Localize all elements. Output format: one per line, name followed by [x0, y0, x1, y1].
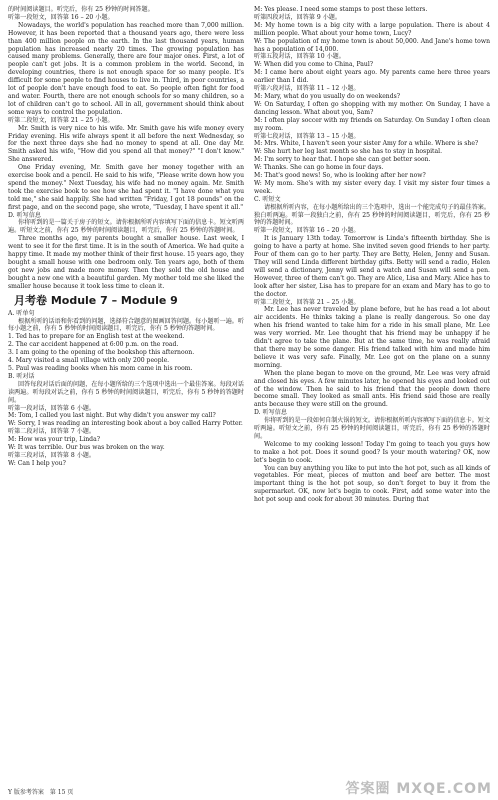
text-line: W: Can I help you? — [8, 459, 66, 467]
text-line: 听第二段短文，回答第 21 – 25 小题。 — [254, 298, 360, 306]
text-line: M: My home town is a big city with a large population. There is about 4 million people. What about your home town, Lucy? — [254, 21, 490, 37]
text-line: M: That's good news! So, who is looking after her now? — [254, 172, 426, 180]
text-line: W: Thanks. She can go home in four days. — [254, 164, 384, 172]
text-line: 听第五段对话，回答第 10 小题。 — [254, 53, 345, 61]
text-line: A. 听单句 — [8, 309, 35, 317]
paragraph: You can buy anything you like to put into the hot pot, such as all kinds of vegetables. For meat, pieces of mutton and beef are better. The most important thing is the hot pot soup, so don't forget to buy it from the supermarket. OK, now let's begin to cook. First, add some water into the hot pot soup and cook for about 30 minutes. During that — [254, 464, 490, 504]
text-line: M: I often play soccer with my friends on Saturday. On Sunday I often clean my room. — [254, 116, 490, 132]
paragraph: 请根据所听内容，在每小题所给出的三个选项中，选出一个能完成句子的最佳答案。独白听两遍。听第一段独白之前，你有 25 秒钟的时间阅读题目，听完后，你有 25 秒钟的答题时间。 — [254, 203, 490, 227]
text-line: W: When did you come to China, Paul? — [254, 61, 374, 69]
text-line: 听第四段对话，回答第 9 小题。 — [254, 13, 341, 21]
text-line: 听第一段短文，回答第 16 – 20 小题。 — [254, 227, 360, 235]
text-line: 听第二段对话，回答第 7 小题。 — [8, 428, 95, 436]
page-footer: Y 版参考答案 第 15 页 — [8, 789, 74, 796]
right-column — [254, 6, 490, 504]
text-line: M: Yes please. I need some stamps to post these letters. — [254, 6, 428, 13]
paragraph: 回答每段对话后面的问题，在每小题所给的三个选项中选出一个最佳答案。每段对话读两遍。听每段对话之前，你有 5 秒钟的时间阅读题目，听完后，你有 5 秒钟的答题时间。 — [8, 380, 244, 404]
text-line: C. 听短文 — [254, 195, 281, 203]
paragraph: Three months ago, my parents bought a smaller house. Last week, I went to see it for the first time. It is in the south of America. We had quite a happy time. It made my mother think of their first house. 15 years ago, they bought a small house with one bedroom only. Ten years ago, both of them got new jobs and made more money. Then they sold the old house and bought a new one with a beautiful garden. My mother told me she liked the smaller house because it took less time to clean it. — [8, 235, 244, 290]
text-line: M: I came here about eight years ago. My parents came here three years earlier than I did. — [254, 69, 490, 85]
text-line: 听第一段对话，回答第 6 小题。 — [8, 404, 95, 412]
text-line: 听第三段对话，回答第 8 小题。 — [8, 451, 95, 459]
text-line: 听第七段对话，回答第 13 – 15 小题。 — [254, 132, 360, 140]
text-line: 5. Paul was reading books when his mom came in his room. — [8, 364, 193, 372]
paragraph: 你将听到的是一篇关于房子的短文。请你根据所听内容填写下面的信息卡。短文听两遍。听短文之前，你有 25 秒钟的时间阅读题目，听完后，你有 25 秒钟的答题时间。 — [8, 219, 244, 235]
text-line: B. 听对话 — [8, 372, 35, 380]
text-line: M: Mrs. White, I haven't seen your sister Amy for a while. Where is she? — [254, 140, 479, 148]
text-line: 的时间阅读题目。听完后，你有 25 秒钟的时间答题。 — [8, 6, 154, 13]
text-line: W: Sorry, I was reading an interesting book about a boy called Harry Potter. — [8, 420, 243, 428]
text-line: 4. Mary visited a small village with only 200 people. — [8, 357, 170, 365]
text-line: M: How was your trip, Linda? — [8, 436, 100, 444]
text-line: D. 听写信息 — [8, 211, 41, 219]
paragraph: Welcome to my cooking lesson! Today I'm going to teach you guys how to make a hot pot. Does it sound good? Is your mouth watering? OK, now let's begin to cook. — [254, 440, 490, 464]
text-line: W: My mom. She's with my sister every day. I visit my sister four times a week. — [254, 179, 490, 195]
text-line: W: The population of my home town is about 50,000. And Jane's home town has a population of 14,000. — [254, 37, 490, 53]
paragraph: Nowadays, the world's population has reached more than 7,000 million. However, it has been reported that a thousand years ago, there were less than 400 million people on the earth. In the last thousand years, human population has increased nearly 20 times. The growing population has caused many problems. Generally, there are four major ones. First, a lot of people can't get jobs. It is a common problem in the world. Second, in developing countries, there is not enough space for so many people. It's difficult for some people to find houses to live in. Third, in poor countries, a lot of people don't have enough food to eat. So people often fight for food and water. Fourth, there are not enough schools for so many children, so a lot of children can't go to school. All in all, government should think about some ways to control the population. — [8, 21, 244, 116]
left-column — [8, 6, 244, 504]
watermark-logo: 答案圈 MXQE.COM — [345, 781, 492, 797]
text-line: M: Tom, I called you last night. But why didn't you answer my call? — [8, 412, 216, 420]
text-line: D. 听写信息 — [254, 409, 287, 417]
text-line: 2. The car accident happened at 6:00 p.m. on the road. — [8, 341, 179, 349]
text-line: W: It was terrible. Our bus was broken on the way. — [8, 444, 165, 452]
text-line: M: I'm sorry to hear that. I hope she can get better soon. — [254, 156, 431, 164]
text-line: 3. I am going to the opening of the bookshop this afternoon. — [8, 349, 195, 357]
text-line: W: She hurt her leg last month so she has to stay in hospital. — [254, 148, 443, 156]
section-heading: 月考卷 Module 7 – Module 9 — [14, 293, 178, 307]
paragraph: One Friday evening, Mr. Smith gave her money together with an exercise book and a pencil. He said to his wife, "Please write down how you spend the money." Next Tuesday, his wife had no money again. Mr. Smith took the exercise book to see how she had spent it. "I have done what you told me," she said happily. She had written "Friday, I got 18 pounds" on the first page, and on the second page, she wrote, "Tuesday, I have spent it all." — [8, 164, 244, 211]
paragraph: When the plane began to move on the ground, Mr. Lee was very afraid and closed his eyes. A few minutes later, he opened his eyes and looked out of the window. Then he said to his friend that the people down there become small. They looked as small ants. His friend said those are really ants because they were still on the ground. — [254, 369, 490, 409]
paragraph: 你将听到的是一段如何自制火锅的短文。请你根据所听内容填写下面的信息卡。短文听两遍。听短文之前，你有 25 秒钟的时间阅读题目，听完后，你有 25 秒钟的答题时间。 — [254, 417, 490, 440]
paragraph: Mr. Lee has never traveled by plane before, but he has read a lot about air accidents. He thinks taking a plane is really dangerous. So one day when his friend wanted to take him for a ride in his small plane, Mr. Lee was very worried. Mr. Lee thought that his friend may be unhappy if he didn't agree to take the plane. But at the same time, he was really afraid that there may be some danger. His friend talked with him and made him believe it was very safe. Finally, Mr. Lee got on the plane on a sunny morning. — [254, 306, 490, 369]
text-line: 听第一段短文，回答第 16 – 20 小题。 — [8, 13, 114, 21]
text-line: 听第二段短文，回答第 21 – 25 小题。 — [8, 116, 114, 124]
paragraph: 根据所听的话语和你看到的问题，选择符合题意的图画回答问题。每小题听一遍。听每小题之前，你有 5 秒钟的时间阅读题目，听完后，你有 5 秒钟的答题时间。 — [8, 317, 244, 333]
text-line: M: Mary, what do you usually do on weekends? — [254, 92, 401, 100]
paragraph: It is January 13th today. Tomorrow is Linda's fifteenth birthday. She is going to have a party at home. She invited seven good friends to her party. Four of them can go to her party. They are Betty, Helen, Jenny and Susan. They will send Linda different birthday gifts. Betty will send a radio, Helen will send a dictionary, Jenny will send a watch and Susan will send a pen. However, three of them can't go. They are Alice, Lisa and Mary. Alice has to look after her sister, Lisa has to prepare for an exam and Mary has to go to the doctor. — [254, 235, 490, 298]
text-line: 听第六段对话，回答第 11 – 12 小题。 — [254, 85, 360, 93]
text-line: W: On Saturday, I often go shopping with my mother. On Sunday, I have a dancing lesson. What about you, Sam? — [254, 100, 490, 116]
paragraph: Mr. Smith is very nice to his wife. Mr. Smith gave his wife money every Friday evening. His wife always spent it all before the next Wednesday, so for the next three days she had no money to spend at all. One day Mr. Smith asked his wife, "How did you spend all that money?" "I don't know." She answered. — [8, 124, 244, 164]
text-line: 1. Ted has to prepare for an English test at the weekend. — [8, 333, 185, 341]
